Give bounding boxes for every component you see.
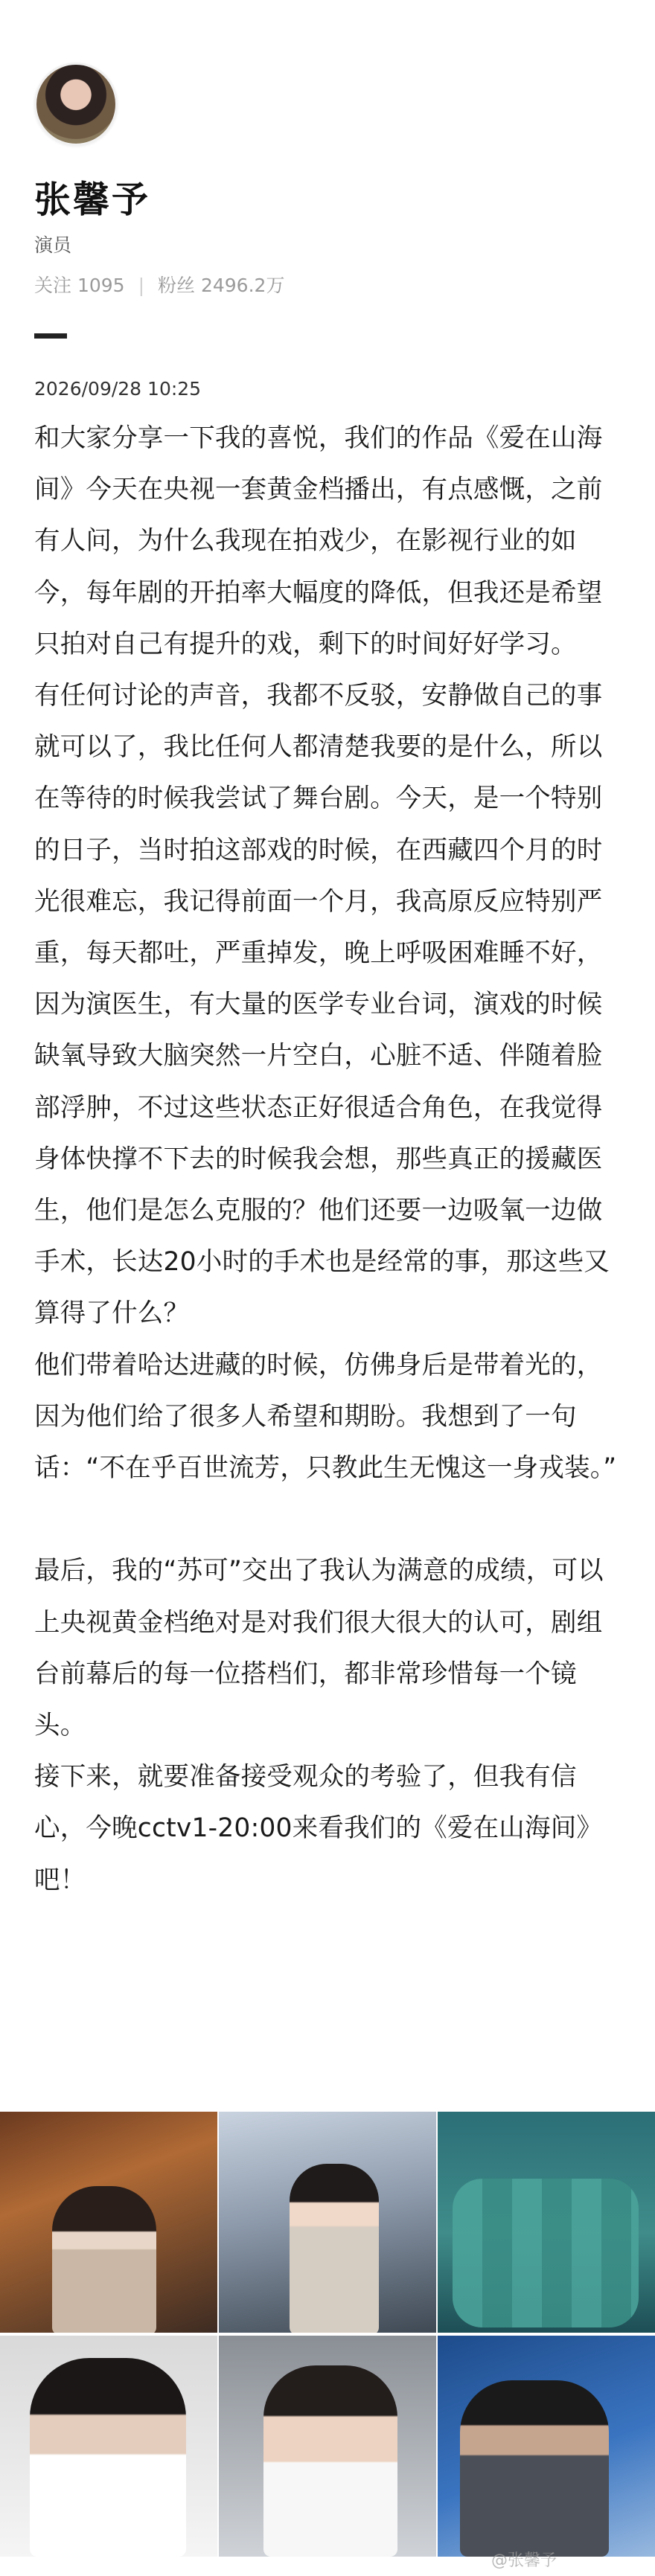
photo-tile[interactable] [219,2112,436,2333]
post-paragraph: 和大家分享一下我的喜悦，我们的作品《爱在山海间》今天在央视一套黄金档播出，有点感慨，之前有人问，为什么我现在拍戏少，在影视行业的如今，每年剧的开拍率大幅度的降低，但我还是希望只拍对自己有提升的戏，剩下的时间好好学习。 [34,423,603,659]
profile-role: 演员 [34,234,72,256]
photo-figure [30,2358,186,2557]
followers-count[interactable]: 粉丝 2496.2万 [158,275,285,296]
post-paragraph: 有任何讨论的声音，我都不反驳，安静做自己的事就可以了，我比任何人都清楚我要的是什么，所以在等待的时候我尝试了舞台剧。今天，是一个特别的日子，当时拍这部戏的时候，在西藏四个月的时光很难忘，我记得前面一个月，我高原反应特别严重，每天都吐，严重掉发，晚上呼吸困难睡不好，因为演医生，有大量的医学专业台词，演戏的时候缺氧导致大脑突然一片空白，心脏不适、伴随着脸部浮肿，不过这些状态正好很适合角色，在我觉得身体快撑不下去的时候我会想，那些真正的援藏医生，他们是怎么克服的？他们还要一边吸氧一边做手术，长达20小时的手术也是经常的事，那这些又算得了什么？ [34,681,610,1329]
avatar[interactable] [34,63,118,146]
stats-separator: | [138,275,145,296]
photo-figure [52,2186,156,2333]
photo-tile[interactable] [438,2336,655,2557]
post-date: 2026/09/28 10:25 [34,378,202,400]
post-paragraph: 最后，我的“苏可”交出了我认为满意的成绩，可以上央视黄金档绝对是对我们很大很大的认可，剧组台前幕后的每一位搭档们，都非常珍惜每一个镜头。 [34,1556,604,1741]
watermark: @张馨予 [491,2551,557,2570]
photo-figure [460,2380,609,2557]
photo-figure [263,2365,397,2557]
profile-header [34,63,622,296]
profile-name[interactable]: 张馨予 [34,179,151,221]
photo-tile[interactable] [438,2112,655,2333]
photo-grid [0,2112,655,2554]
photo-tile[interactable] [219,2336,436,2557]
photo-tile[interactable] [0,2112,217,2333]
photo-figure [290,2164,379,2333]
post-paragraph: 接下来，就要准备接受观众的考验了，但我有信心，今晚cctv1-20:00来看我们的《爱在山海间》吧！ [34,1762,603,1895]
header-divider [34,333,67,339]
profile-stats [34,271,284,298]
post-body [34,413,622,1906]
photo-figure [453,2179,639,2327]
following-count[interactable]: 关注 1095 [34,275,125,296]
photo-tile[interactable] [0,2336,217,2557]
post-paragraph: 他们带着哈达进藏的时候，仿佛身后是带着光的，因为他们给了很多人希望和期盼。我想到了一句话：“不在乎百世流芳，只教此生无愧这一身戎装。” [34,1350,617,1484]
